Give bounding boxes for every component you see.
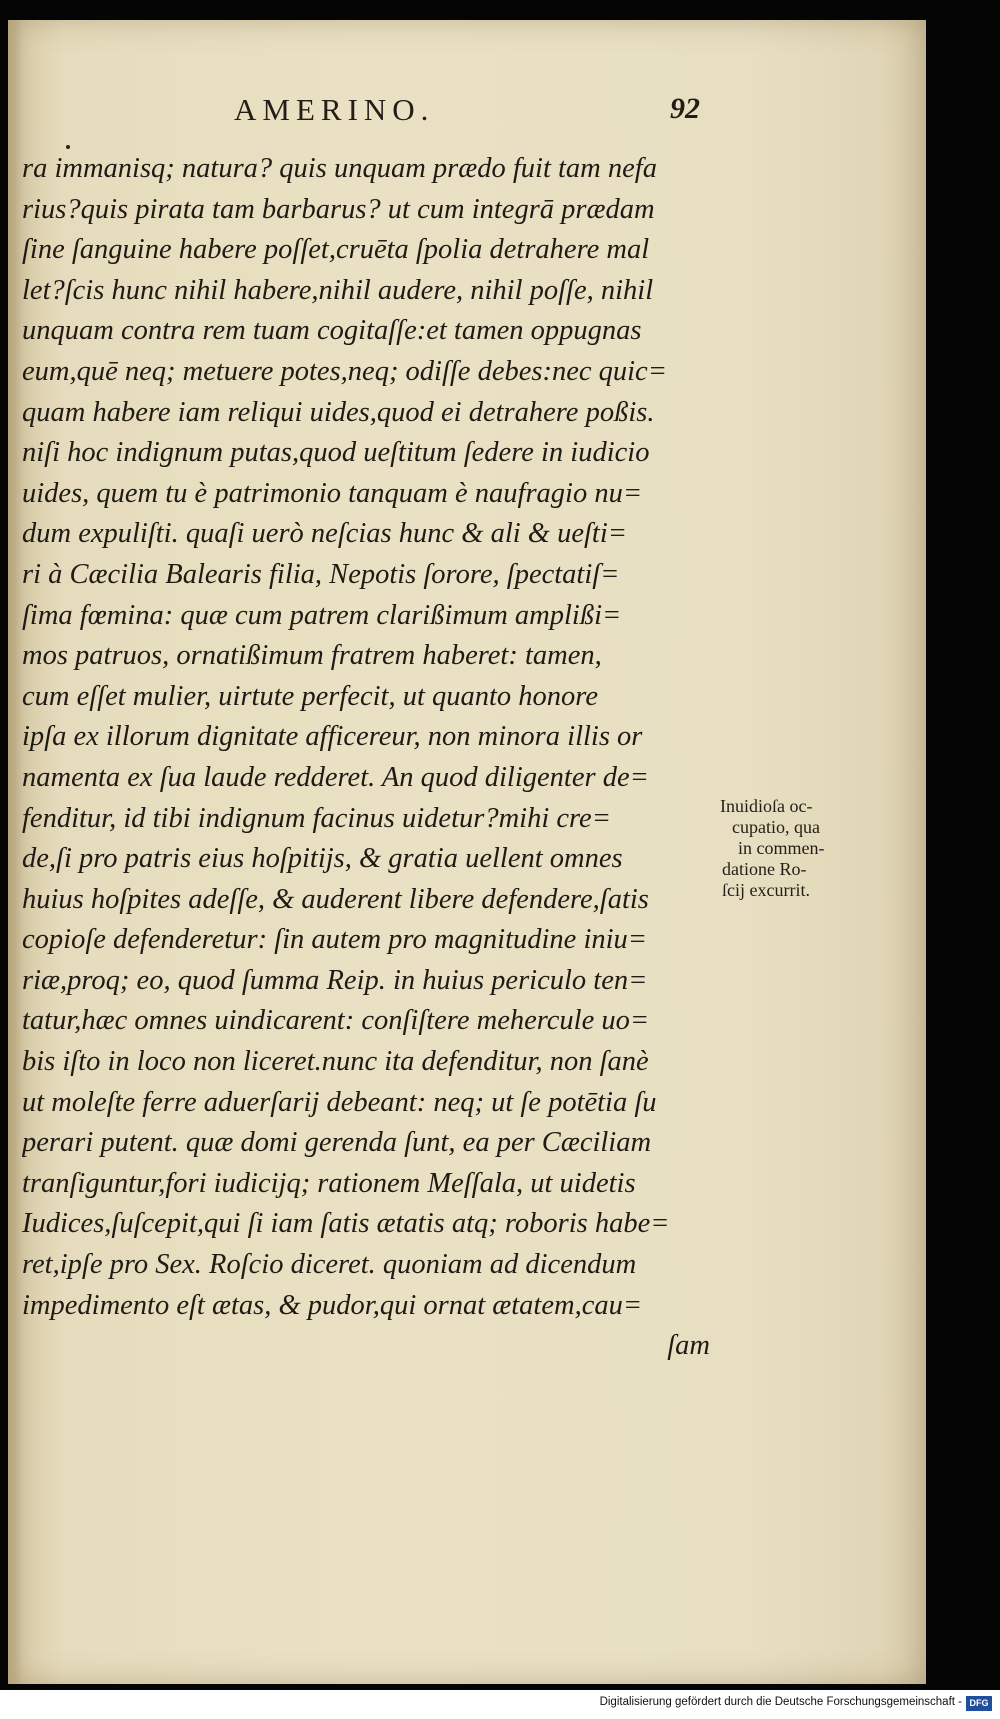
text-line: ipſa ex illorum dignitate afficereur, non minora illis or <box>22 721 643 753</box>
main-text-block <box>22 149 718 1367</box>
marginal-note-line: Inuidioſa oc- <box>720 796 813 816</box>
text-line: ri à Cæcilia Balearis filia, Nepotis ſorore, ſpectatiſ= <box>22 558 620 590</box>
marginal-note-line: in commen- <box>738 838 825 858</box>
text-line: dum expuliſti. quaſi uerò neſcias hunc & ali & ueſti= <box>22 518 627 550</box>
page-header <box>8 92 926 132</box>
text-line: ſima fœmina: quæ cum patrem clarißimum amplißi= <box>22 599 622 631</box>
text-line: quam habere iam reliqui uides,quod ei detrahere poßis. <box>22 396 655 428</box>
text-line: tranſiguntur,fori iudicijq; rationem Meſſala, ut uidetis <box>22 1167 636 1199</box>
footer-bar <box>0 1690 1000 1719</box>
marginal-note-line: cupatio, qua <box>732 817 820 837</box>
text-line: tatur,hæc omnes uindicarent: conſiſtere mehercule uo= <box>22 1005 650 1037</box>
marginal-note-line: datione Ro- <box>722 859 807 879</box>
text-line: eum,quē neq; metuere potes,neq; odiſſe debes:nec quic= <box>22 355 667 387</box>
page-number: 92 <box>670 92 700 125</box>
funding-credit: Digitalisierung gefördert durch die Deutsche Forschungsgemeinschaft - <box>599 1696 962 1708</box>
catchword: ſam <box>667 1330 710 1362</box>
text-line: cum eſſet mulier, uirtute perfecit, ut quanto honore <box>22 680 598 712</box>
text-line: huius hoſpites adeſſe, & auderent libere defendere,ſatis <box>22 883 649 915</box>
marginal-note-line: ſcij excurrit. <box>722 880 810 900</box>
text-line: uides, quem tu è patrimonio tanquam è naufragio nu= <box>22 477 643 509</box>
text-line: ret,ipſe pro Sex. Roſcio diceret. quoniam ad dicendum <box>22 1249 637 1281</box>
text-line: impedimento eſt ætas, & pudor,qui ornat ætatem,cau= <box>22 1289 643 1321</box>
text-line: copioſe defenderetur: ſin autem pro magnitudine iniu= <box>22 924 648 956</box>
text-line: riæ,proq; eo, quod ſumma Reip. in huius periculo ten= <box>22 964 648 996</box>
text-line: perari putent. quæ domi gerenda ſunt, ea per Cæciliam <box>22 1127 652 1159</box>
text-line: namenta ex ſua laude redderet. An quod diligenter de= <box>22 761 649 793</box>
text-line: ra immanisq; natura? quis unquam prædo fuit tam nefa <box>22 153 657 184</box>
text-line: fenditur, id tibi indignum facinus uidetur?mihi cre= <box>22 802 611 834</box>
text-line: de,ſi pro patris eius hoſpitijs, & gratia uellent omnes <box>22 843 623 875</box>
text-line: ſine ſanguine habere poſſet,cruēta ſpolia detrahere mal <box>22 234 650 266</box>
text-line: let?ſcis hunc nihil habere,nihil audere, nihil poſſe, nihil <box>22 274 654 306</box>
page-gutter-shadow <box>8 20 22 1684</box>
marginal-note <box>720 796 870 901</box>
running-head: AMERINO. <box>234 92 435 127</box>
text-line: unquam contra rem tuam cogitaſſe:et tamen oppugnas <box>22 315 642 347</box>
text-line: ut moleſte ferre aduerſarij debeant: neq; ut ſe potētia ſu <box>22 1086 657 1118</box>
text-line: rius?quis pirata tam barbarus? ut cum integrā prædam <box>22 193 655 225</box>
text-line: niſi hoc indignum putas,quod ueſtitum ſedere in iudicio <box>22 437 650 469</box>
text-line: bis iſto in loco non liceret.nunc ita defenditur, non ſanè <box>22 1046 649 1078</box>
text-line: mos patruos, ornatißimum fratrem haberet: tamen, <box>22 640 602 672</box>
text-line: Iudices,ſuſcepit,qui ſi iam ſatis ætatis atq; roboris habe= <box>22 1208 670 1240</box>
book-page <box>8 20 926 1684</box>
dfg-logo: DFG <box>966 1696 992 1711</box>
